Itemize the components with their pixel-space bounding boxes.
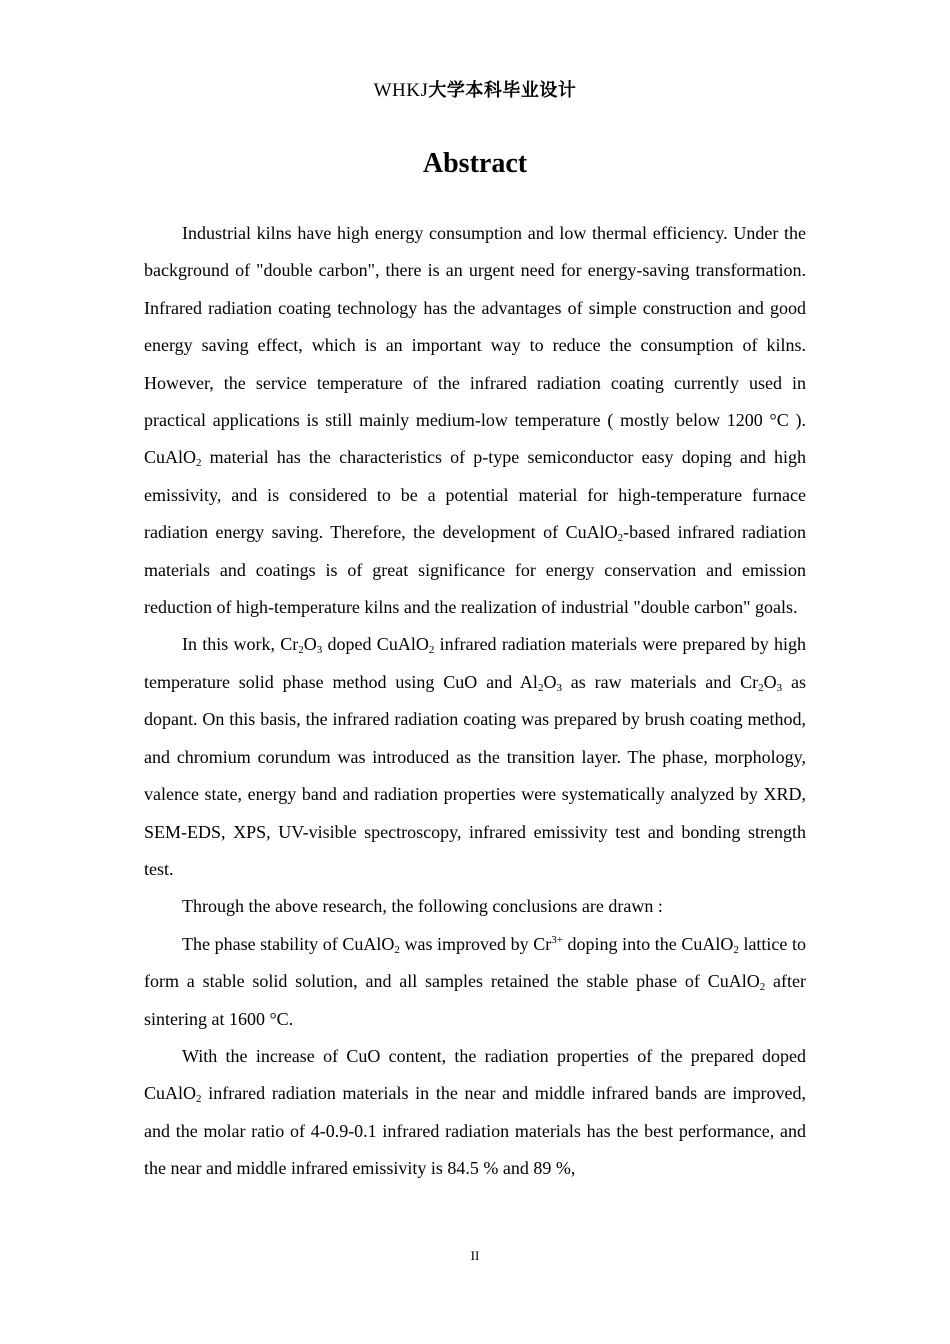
text-run: infrared radiation materials in the near and middle infrared bands are improved, and the molar ratio of 4-0.9-0.1 infrared radiation materials has the best performance, and the near and middle infrared emissivity is 84.5 % and 89 %,	[144, 1083, 806, 1179]
text-run: With the increase of CuO content, the radiation properties of the prepared doped CuAlO	[144, 1045, 806, 1104]
text-run: infrared radiation materials were prepared by high temperature solid phase method using CuO and Al	[144, 634, 807, 692]
superscript: 3+	[551, 933, 563, 946]
text-run: The phase stability of CuAlO	[182, 933, 395, 954]
text-run: Through the above research, the following conclusions are drawn :	[182, 896, 663, 917]
text-run: -based infrared radiation materials and coatings is of great significance for energy conservation and emission reduction of high-temperature kilns and the realization of industrial "double carbon" goals.	[144, 522, 806, 618]
text-run: material has the characteristics of p-type semiconductor easy doping and high emissivity, and is considered to be a potential material for high-temperature furnace radiation energy saving. Therefore, the development of CuAlO	[144, 447, 806, 543]
subscript: 3	[776, 681, 783, 694]
text-run: Industrial kilns have high energy consumption and low thermal efficiency. Under the background of "double carbon", there is an urgent need for energy-saving transformation. Infrared radiation coating technology has the advantages of simple construction and good energy saving effect, which is an important way to reduce the consumption of kilns. However, the service temperature of the infrared radiation coating currently used in practical applications is still mainly medium-low temperature ( mostly below 1200 °C ). CuAlO	[144, 223, 806, 468]
text-run: O	[543, 671, 557, 692]
subscript: 2	[394, 943, 400, 956]
text-run: O	[763, 671, 777, 692]
abstract-paragraph	[144, 626, 806, 888]
text-run: O	[303, 634, 317, 655]
header-chinese: 大学本科毕业设计	[428, 80, 577, 101]
subscript: 2	[196, 1093, 202, 1106]
abstract-body	[144, 215, 806, 1188]
subscript: 2	[759, 981, 766, 994]
subscript: 2	[196, 457, 202, 470]
subscript: 3	[316, 644, 323, 657]
abstract-paragraph	[144, 926, 806, 1038]
abstract-paragraph	[144, 888, 806, 925]
subscript: 2	[428, 644, 435, 657]
header-latin: WHKJ	[373, 80, 429, 101]
subscript: 2	[758, 681, 764, 694]
text-run: as dopant. On this basis, the infrared radiation coating was prepared by brush coating method, and chromium corundum was introduced as the transition layer. The phase, morphology, valence state, energy band and radiation properties were systematically analyzed by XRD, SEM-EDS, XPS, UV-visible spectroscopy, infrared emissivity test and bonding strength test.	[144, 671, 807, 879]
text-run: doping into the CuAlO	[562, 933, 734, 954]
abstract-paragraph	[144, 1038, 806, 1188]
text-run: as raw materials and Cr	[561, 671, 759, 692]
text-run: doped CuAlO	[322, 634, 429, 655]
text-run: after sintering at 1600 °C.	[144, 971, 806, 1029]
text-run: In this work, Cr	[182, 634, 299, 655]
page-title: Abstract	[422, 148, 528, 179]
abstract-paragraph	[144, 215, 806, 626]
subscript: 2	[733, 943, 739, 956]
text-run: was improved by Cr	[399, 933, 552, 954]
page-number: II	[470, 1248, 480, 1263]
subscript: 3	[556, 681, 562, 694]
running-header	[0, 76, 950, 102]
subscript: 2	[537, 681, 544, 694]
subscript: 2	[298, 644, 304, 657]
text-run: lattice to form a stable solid solution, and all samples retained the stable phase of CuAlO	[144, 933, 807, 992]
subscript: 2	[617, 532, 624, 545]
